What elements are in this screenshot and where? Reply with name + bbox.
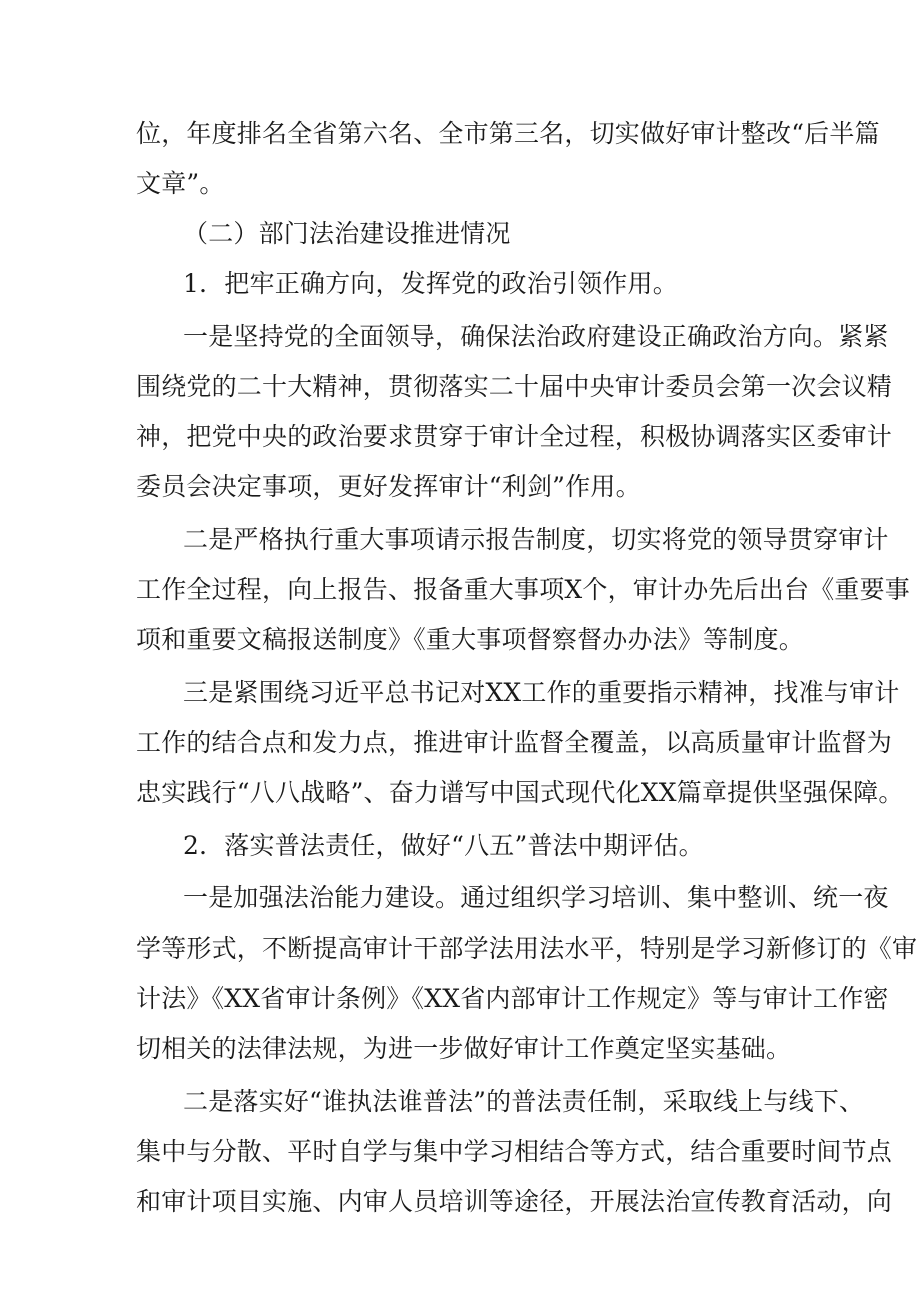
paragraph-line: 忠实践行“八八战略”、奋力谱写中国式现代化XX篇章提供坚强保障。 <box>136 778 904 807</box>
paragraph-line: 计法》《XX省审计条例》《XX省内部审计工作规定》等与审计工作密 <box>136 984 889 1013</box>
paragraph-line: 工作全过程，向上报告、报备重大事项X个，审计办先后出台《重要事 <box>136 575 911 604</box>
paragraph-line: 集中与分散、平时自学与集中学习相结合等方式，结合重要时间节点 <box>136 1137 893 1166</box>
paragraph-line: 和审计项目实施、内审人员培训等途径，开展法治宣传教育活动，向 <box>136 1187 893 1216</box>
paragraph-line: 三是紧围绕习近平总书记对XX工作的重要指示精神，找准与审计 <box>183 678 900 707</box>
paragraph-line: 文章”。 <box>136 169 225 198</box>
subsection-heading: 1．把牢正确方向，发挥党的政治引领作用。 <box>183 269 678 298</box>
paragraph-line: 位，年度排名全省第六名、全市第三名，切实做好审计整改“后半篇 <box>136 119 880 148</box>
subsection-heading: 2．落实普法责任，做好“八五”普法中期评估。 <box>183 831 704 860</box>
paragraph-line: 二是落实好“谁执法谁普法”的普法责任制，采取线上与线下、 <box>183 1087 865 1116</box>
paragraph-line: 项和重要文稿报送制度》《重大事项督察督办办法》等制度。 <box>136 625 804 654</box>
paragraph-line: 二是严格执行重大事项请示报告制度，切实将党的领导贯穿审计 <box>183 525 889 554</box>
section-heading: （二）部门法治建设推进情况 <box>183 219 511 248</box>
paragraph-line: 切相关的法律法规，为进一步做好审计工作奠定坚实基础。 <box>136 1034 792 1063</box>
paragraph-line: 围绕党的二十大精神，贯彻落实二十届中央审计委员会第一次会议精 <box>136 372 893 401</box>
paragraph-line: 一是坚持党的全面领导，确保法治政府建设正确政治方向。紧紧 <box>183 322 889 351</box>
paragraph-line: 神，把党中央的政治要求贯穿于审计全过程，积极协调落实区委审计 <box>136 422 893 451</box>
paragraph-line: 学等形式，不断提高审计干部学法用法水平，特别是学习新修订的《审 <box>136 934 918 963</box>
paragraph-line: 工作的结合点和发力点，推进审计监督全覆盖，以高质量审计监督为 <box>136 728 893 757</box>
paragraph-line: 一是加强法治能力建设。通过组织学习培训、集中整训、统一夜 <box>183 883 889 912</box>
paragraph-line: 委员会决定事项，更好发挥审计“利剑”作用。 <box>136 472 641 501</box>
